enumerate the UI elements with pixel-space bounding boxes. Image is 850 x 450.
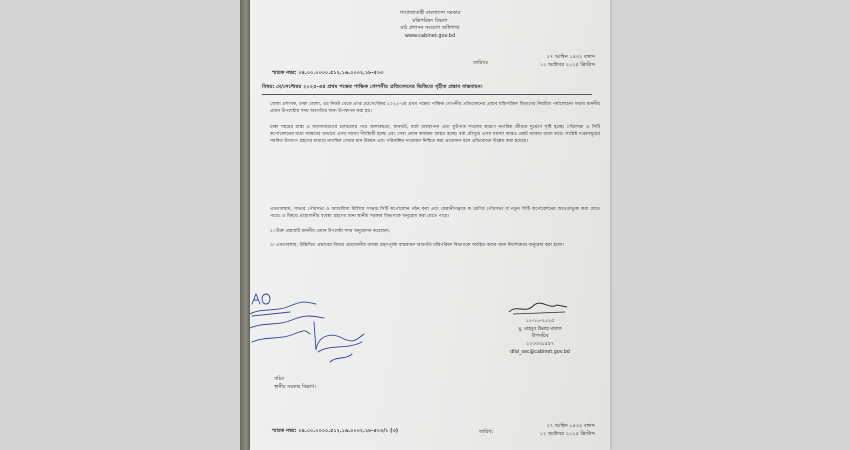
memo-label: স্মারক নম্বর: [272,70,297,76]
header-date [455,54,595,69]
subject-line: বিষয়: মে/সেপ্টেম্বর ২০২৫-এর প্রথম পক্ষের পাক্ষিক গোপনীয় প্রতিবেদনের ভিত্তিতে গৃহীত প্রস্তাব বাস্তবায়ন। [262,84,592,95]
official-letter [250,0,610,450]
header-date-label: তারিখঃ [473,60,489,66]
handwritten-note [250,292,376,372]
header-date-gregorian: ১২ অক্টোবর ২০২৫ খ্রিস্টাব্দ [539,61,595,68]
signatory-designation: উপসচিব [531,334,549,340]
signature-block [490,300,590,356]
signature-date: ১২-১০-২০২৫ [525,319,555,324]
signatory-email: dfal_sec@cabinet.gov.bd [510,349,570,355]
footer-memo-reference [272,428,398,435]
footer-date-gregorian: ১২ অক্টোবর ২০২৫ খ্রিস্টাব্দ [539,430,595,437]
footer-date [455,423,595,438]
letterhead-govt: গণপ্রজাতন্ত্রী বাংলাদেশ সরকার [399,10,461,16]
footer-memo-number: ০৪.০০.০০০০.৫১২.১৬.০০০২.১৮-৫০৩/১ (৩) [298,428,398,434]
paragraph-proposal: এমতাবস্থায়, সাভার পৌরসভা ও আশুলিয়া মিলিয়ে সাভার সিটি কর্পোরেশন গঠন করা এবং কেরানীগঞ্জকে ক শ্রেণির পৌরসভা বা নতুন সিটি কর্পোরেশনের আওতাভুক্ত করা যেতে পারে। এ বিষয়ে প্রয়োজনীয় ব্যবস্থা গ্রহণের জন্য স্থানীয় সরকার বিভাগকে অনুরোধ করা যেতে পারে। [270,207,600,220]
letterhead-division: মন্ত্রিপরিষদ বিভাগ [412,17,448,24]
paragraph-body: ঢাকা শহরের রাস্তা ও জনসাধারণের চলাচলের পথে জলাবদ্ধতা, যানজট, বর্জ্য ব্যবস্থাপনা এবং ফুটপাত দখলের কারণে নাগরিক জীবনে দুর্ভোগ সৃষ্টি হচ্ছে। পৌরসভা ও সিটি কর্পোরেশনের মধ্যে সমন্বয়ের অভাবে এসব সমস্যা দীর্ঘস্থায়ী হচ্ছে এবং সেবা প্রদান কার্যক্রম ব্যাহত হচ্ছে। বর্ষা মৌসুমে এসব সমস্যা আরও প্রকট আকার ধারণ করে। সংশ্লিষ্ট দপ্তরসমূহের সমন্বিত উদ্যোগ গ্রহণের মাধ্যমে নাগরিক সেবার মান উন্নয়ন এবং পরিকল্পিত নগরায়ন নিশ্চিত করা প্রয়োজন বলে প্রতিবেদনে উল্লেখ করা হয়েছে। [270,125,600,145]
paragraph-request: ৩। এমতাবস্থায়, উল্লিখিত প্রস্তাবের বিষয়ে প্রয়োজনীয় ব্যবস্থা গ্রহণপূর্বক বাস্তবায়ন অগ্রগতি মন্ত্রিপরিষদ বিভাগকে অবহিত করার জন্য নির্দেশক্রমে অনুরোধ করা হলো। [270,243,565,248]
recipient-title: সচিব [274,377,284,382]
memo-number: ০৪.০০.০০০০.৫১২.১৬.০০০২.১৮-৫০৩ [298,70,384,76]
officer-signature [505,300,575,318]
header-date-bangla: ২৭ আশ্বিন ১৪৩২ বঙ্গাব্দ [546,54,595,60]
signatory-phone: ২২৩৩৩১৫৫৭ [525,342,555,348]
recipient-block [274,376,316,392]
recipient-office: স্থানীয় সরকার বিভাগ। [274,385,316,391]
footer-memo-label: স্মারক নম্বর: [272,428,297,434]
memo-reference [272,70,383,77]
footer-date-bangla: ২৭ আশ্বিন ১৪৩২ বঙ্গাব্দ [546,423,595,429]
footer-date-label: তারিখ: [479,429,494,435]
letterhead-wing: মাঠ প্রশাসন সংযোগ অধিশাখা [400,25,460,31]
signatory-name: মু. মাহবুব উল্লাহ মারুফ [518,326,562,332]
paragraph-approval: ২। উক্ত প্রস্তাবটি মাননীয় প্রধান উপদেষ্টা সদয় অনুমোদন করেছেন। [270,229,390,234]
letterhead [250,10,610,40]
letterhead-website: www.cabinet.gov.bd [404,32,456,39]
paragraph-intro: জেলা প্রশাসক, ঢাকা জেলা, এর নিকট থেকে প্রাপ্ত মে/সেপ্টেম্বর ২০২৫-এর প্রথম পক্ষের পাক্ষিক গোপনীয় প্রতিবেদনের প্রস্তাব মন্ত্রিপরিষদ বিভাগের নিয়মিত পর্যালোচনা সভায় মাননীয় প্রধান উপদেষ্টার সদয় অবগতির জন্য উপস্থাপন করা হয়। [270,102,600,115]
